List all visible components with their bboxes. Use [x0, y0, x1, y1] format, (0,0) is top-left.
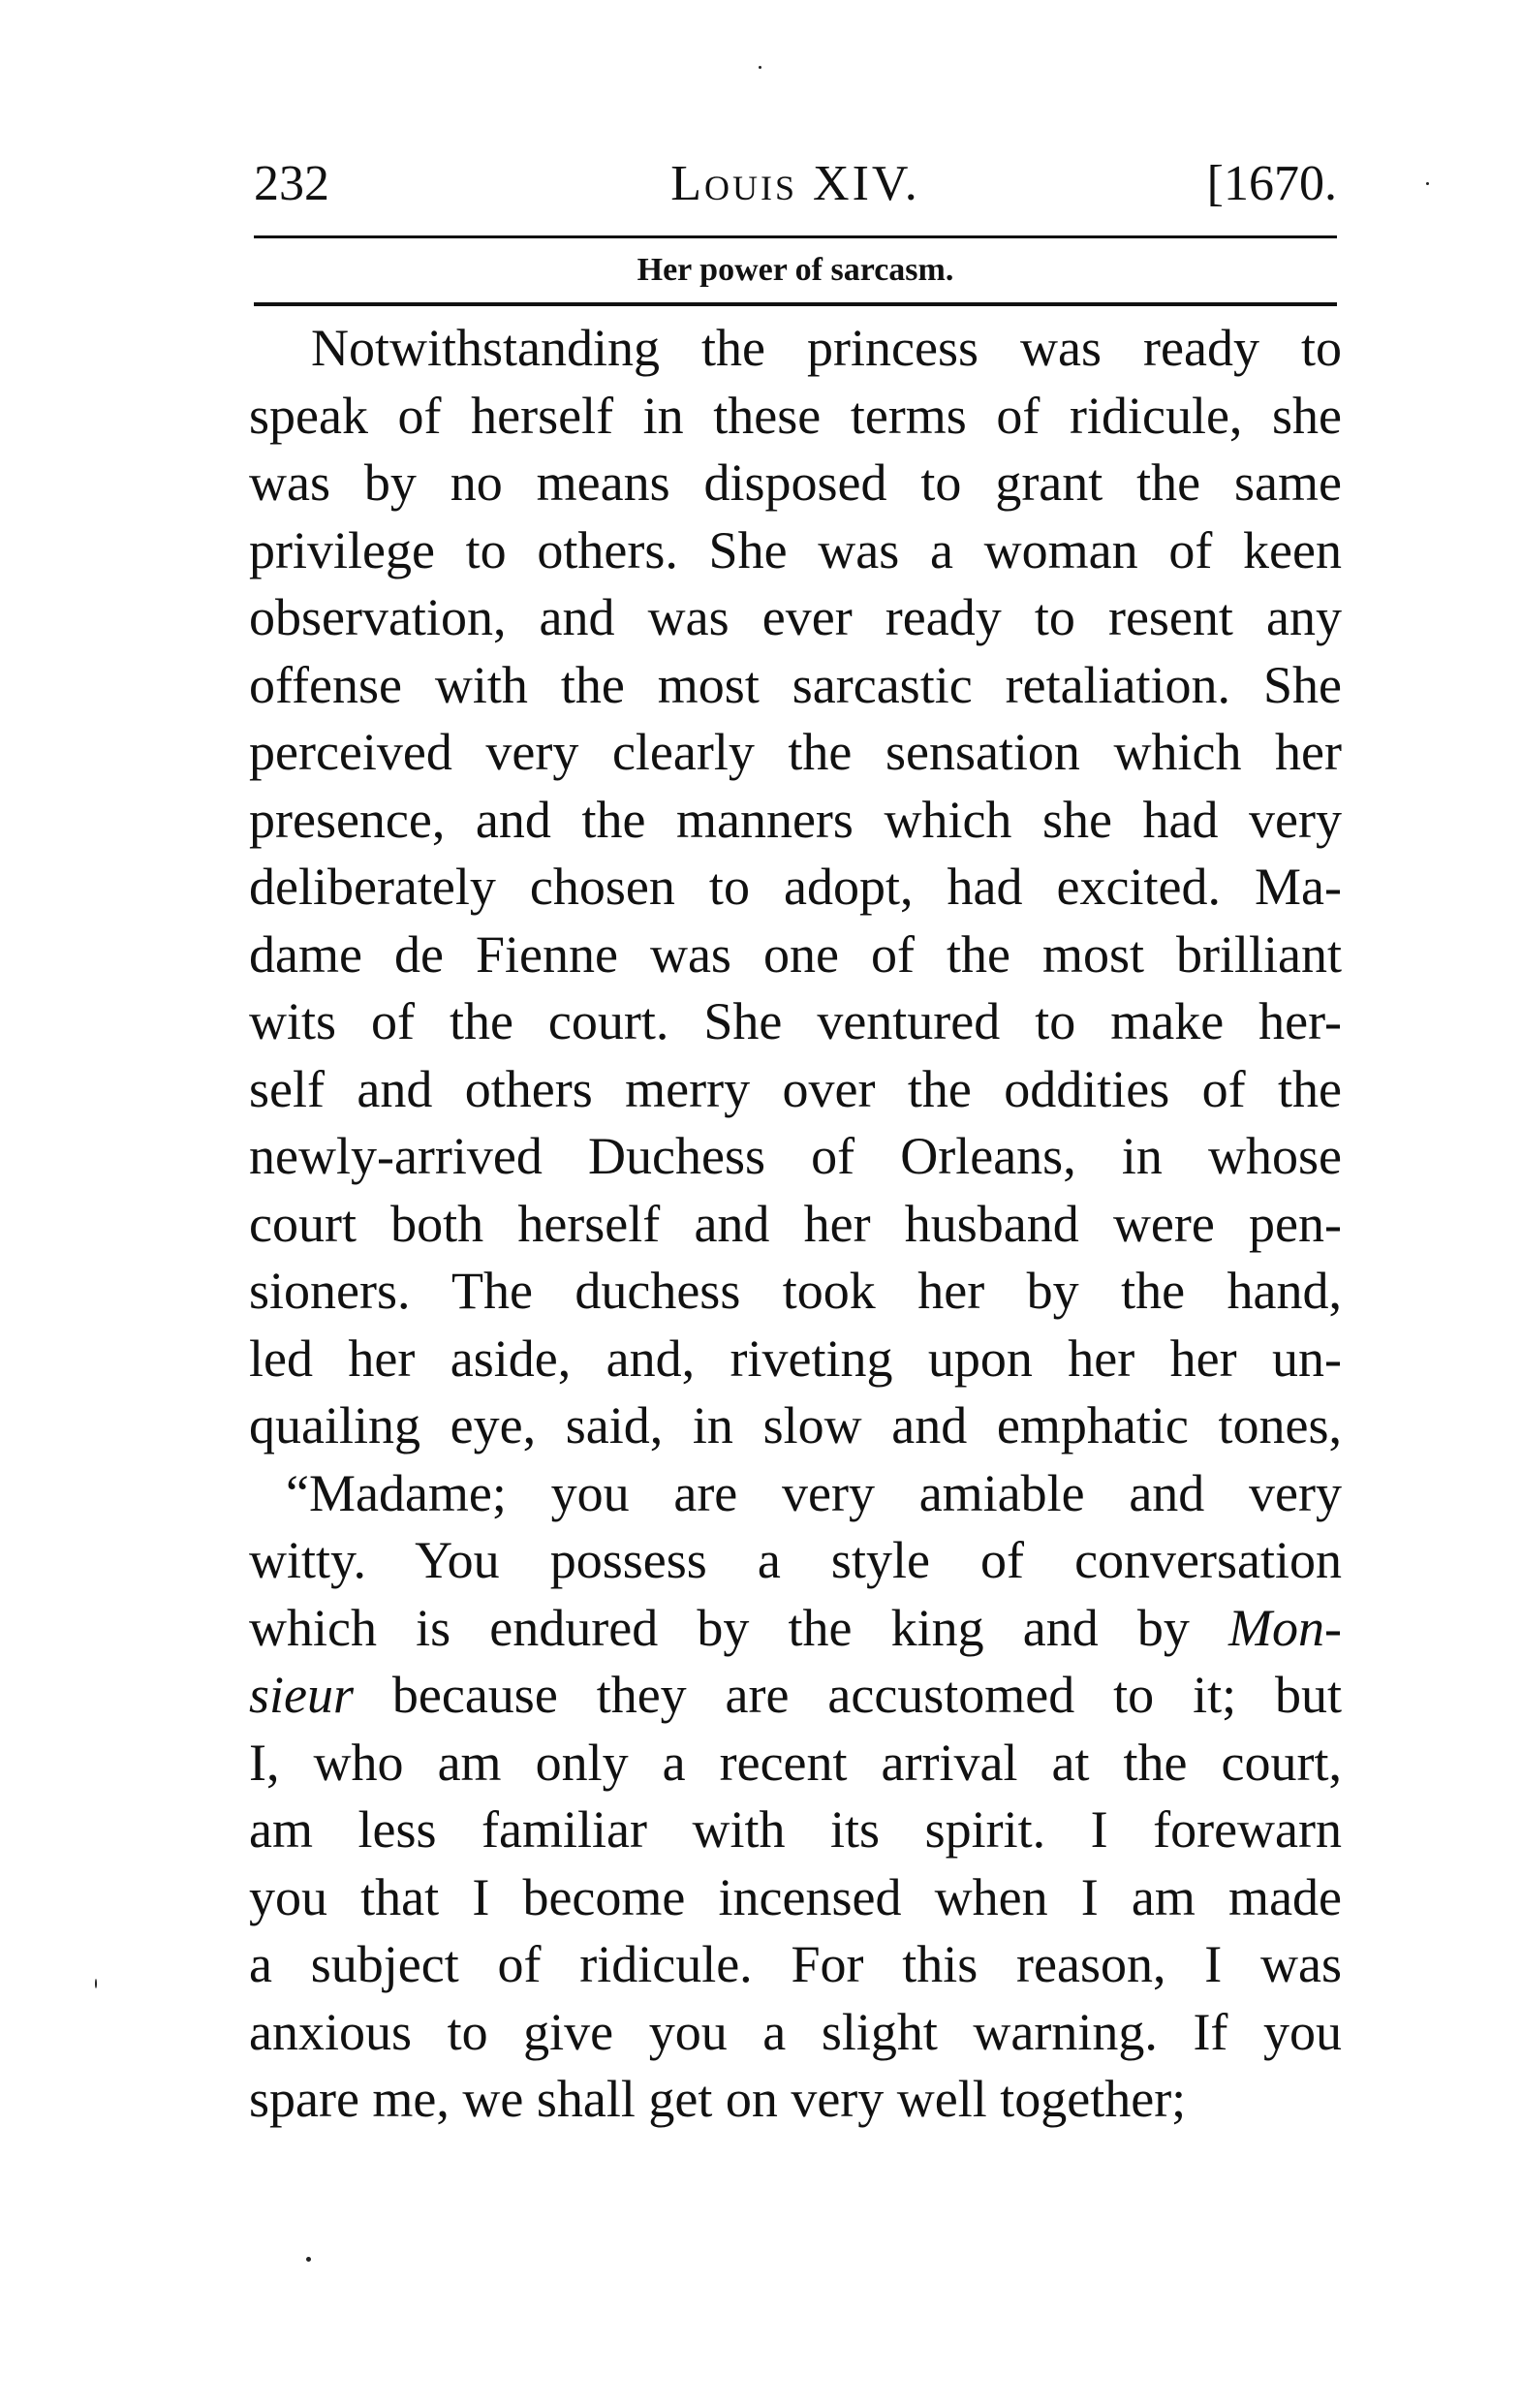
- text-line: newly-arrived Duchess of Orleans, in whose: [249, 1127, 1342, 1185]
- paper-speck: [95, 1979, 97, 1988]
- text-line: I, who am only a recent arrival at the court,: [249, 1733, 1342, 1792]
- paper-speck: [1426, 182, 1429, 185]
- text-line: sioners. The duchess took her by the hand,: [249, 1262, 1342, 1320]
- text-line: spare me, we shall get on very well together;: [249, 2070, 1187, 2128]
- text-line: quailing eye, said, in slow and emphatic tones,: [249, 1396, 1342, 1454]
- text-line: witty. You possess a style of conversation: [249, 1531, 1342, 1589]
- text-line: deliberately chosen to adopt, had excited. Ma-: [249, 858, 1342, 916]
- text-line: you that I become incensed when I am made: [249, 1867, 1342, 1926]
- text-line: perceived very clearly the sensation which her: [249, 723, 1342, 781]
- text-line: observation, and was ever ready to resent any: [249, 588, 1342, 646]
- header-rule-top: [254, 235, 1337, 238]
- text-segment: because they are accustomed to it; but: [354, 1666, 1342, 1724]
- body-text: [249, 315, 1342, 2134]
- text-line: offense with the most sarcastic retaliation. She: [249, 655, 1342, 714]
- text-line: “Madame; you are very amiable and very: [286, 1463, 1342, 1522]
- paper-speck: [306, 2257, 311, 2262]
- text-line: a subject of ridicule. For this reason, I was: [249, 1935, 1342, 1993]
- text-line: presence, and the manners which she had very: [249, 790, 1342, 849]
- italic-word: sieur: [249, 1666, 354, 1724]
- running-date: [1670.: [1206, 156, 1337, 211]
- running-head: [254, 145, 1337, 223]
- text-line: [249, 1595, 1342, 1663]
- text-line: self and others merry over the oddities of the: [249, 1059, 1342, 1118]
- paper-speck: [759, 66, 761, 69]
- section-subheading: Her power of sarcasm.: [637, 252, 954, 288]
- text-line: led her aside, and, riveting upon her her un-: [249, 1329, 1342, 1388]
- text-line: speak of herself in these terms of ridicule, she: [249, 386, 1342, 445]
- text-segment: which is endured by the king and by: [249, 1598, 1190, 1657]
- header-rule-bottom: [254, 302, 1337, 306]
- text-line: dame de Fienne was one of the most brilliant: [249, 924, 1342, 984]
- text-line: am less familiar with its spirit. I forewarn: [249, 1800, 1342, 1859]
- text-line: court both herself and her husband were pen-: [249, 1194, 1342, 1253]
- text-line: privilege to others. She was a woman of keen: [249, 520, 1342, 579]
- text-line: Notwithstanding the princess was ready to: [311, 319, 1342, 377]
- italic-word: Mon-: [1228, 1598, 1342, 1657]
- text-line: wits of the court. She ventured to make her-: [249, 992, 1342, 1050]
- text-line: [249, 1662, 1342, 1730]
- running-title: Louis XIV.: [670, 156, 920, 211]
- text-line: anxious to give you a slight warning. If you: [249, 2002, 1342, 2061]
- page-number: 232: [254, 156, 329, 211]
- text-line: was by no means disposed to grant the same: [249, 453, 1342, 512]
